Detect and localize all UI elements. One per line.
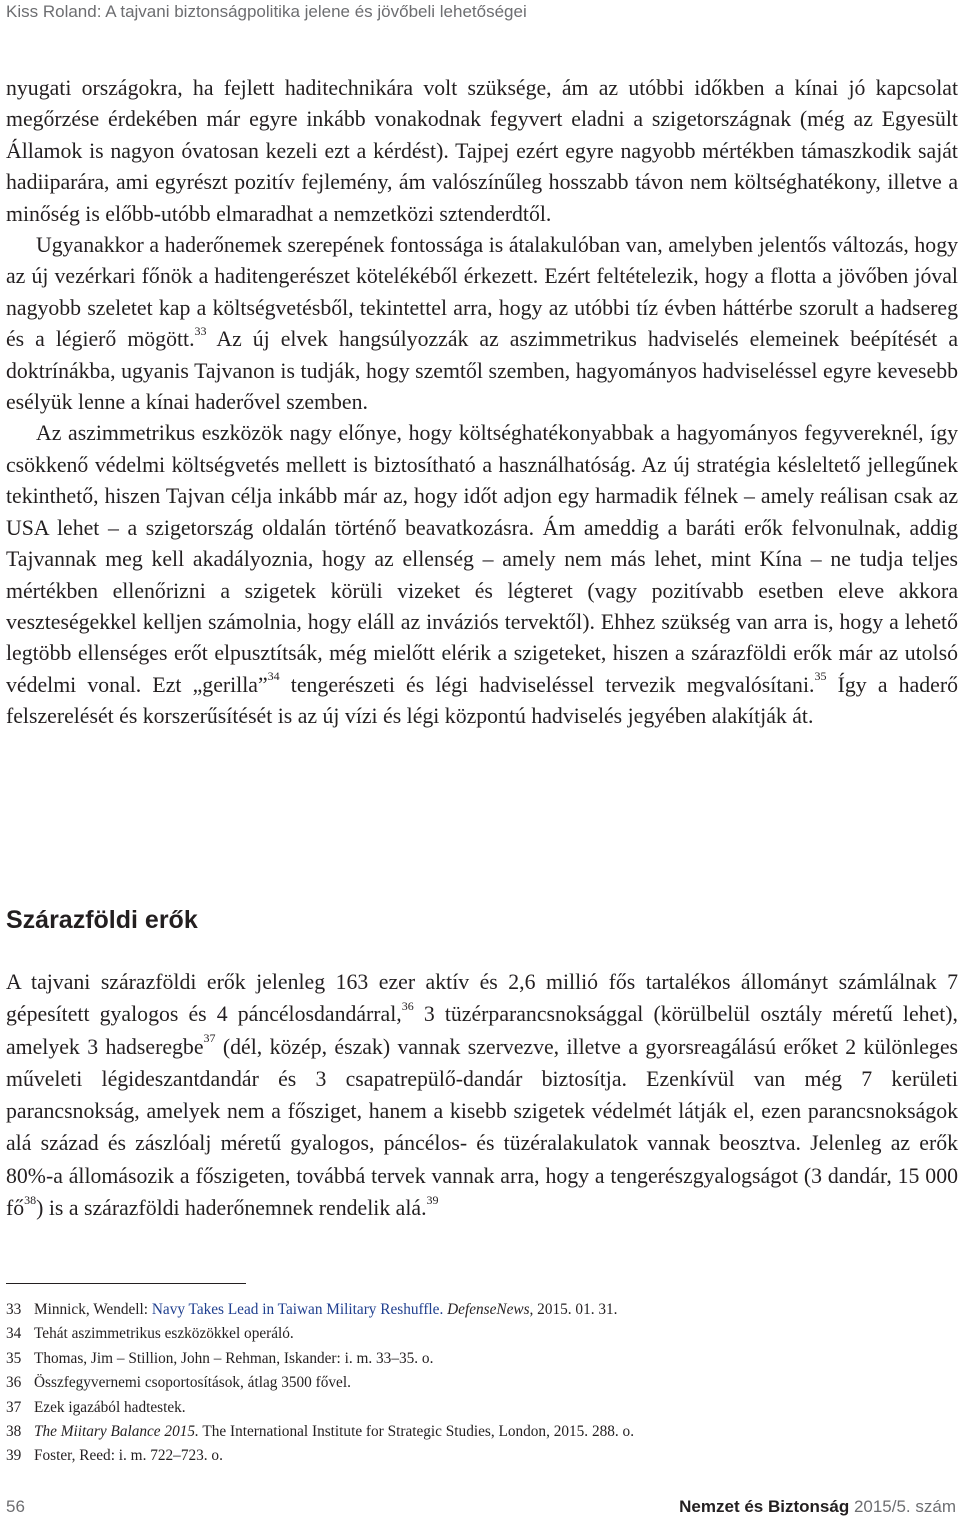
footnote: 36 Összfegyvernemi csoportosítások, átlag 3500 fővel. [6,1371,958,1395]
main-text [6,73,958,733]
footnote-ref[interactable]: 38 [24,1192,37,1207]
footnote-number: 38 [6,1423,22,1441]
footnote: 34 Tehát aszimmetrikus eszközökkel operáló. [6,1322,958,1346]
paragraph: nyugati országokra, ha fejlett haditechnikára volt szüksége, ám az utóbbi időkben a kínai jó kapcsolat megőrzése érdekében már egyre inkább vonakodnak fegyvert eladni a szigetországnak (még az Egyesült Államok is nagyon óvatosan kezeli ezt a kérdést). Tajpej ezért egyre nagyobb mértékben támaszkodik saját hadiiparára, ami egyrészt pozitív fejlemény, ám valószínűleg hosszabb távon nem költséghatékony, illetve a minőség is előbb-utóbb elmaradhat a nemzetközi sztenderdtől. [6,76,958,226]
footnote-number: 33 [6,1301,22,1318]
page-number: 56 [6,1497,25,1516]
footnote: 38 The Miitary Balance 2015. The International Institute for Strategic Studies, London, 2015. 288. o. [6,1420,958,1444]
footnote-number: 39 [6,1447,22,1465]
footnote-ref[interactable]: 34 [267,669,280,684]
section-heading: Szárazföldi erők [6,906,198,934]
section-paragraph: A tajvani szárazföldi erők jelenleg 163 ezer aktív és 2,6 millió fős tartalékos állományt számlálnak 7 gépesített gyalogos és 4 páncélosdandárral,$^{36}$ 3 tüzérparancsnoksággal (körülbelül osztály méretű lehet), amelyek 3 hadseregbe$^{37}$ (dél, közép, észak) vannak szervezve, illetve a gyorsreagálású erőket 2 különleges műveleti légideszantdandár és 3 csapatrepülő-dandár biztosítja. Ezenkívül van még 7 kerületi parancsnokság, amelyek nem a fősziget, hanem a kisebb szigetek védelmét látják el, ezen parancsnokságok alá század és zászlóalj méretű gyalogos, páncélos- és tüzéralakulatok vannak beosztva. Jelenleg az erők 80%-a állomásozik a főszigeten, továbbá tervek vannak arra, hogy a tengerészgyalogságot (3 dandár, 15 000 $fő^{38}$) is a szárazföldi haderőnemnek rendelik alá.$^{39}$ [6,970,958,1221]
footnote-list [6,1298,958,1469]
paragraph: Az aszimmetrikus eszközök nagy előnye, hogy költséghatékonyabbak a hagyományos fegyvereknél, így csökkenő védelmi költségvetés mellett is biztosítható a használhatóság. Az új stratégia késleltető jellegűnek tekinthető, hiszen Tajvan célja inkább már az, hogy időt adjon egy harmadik félnek – amely reálisan csak az USA lehet – a szigetország oldalán történő beavatkozásra. Ám ameddig a baráti erők felvonulnak, addig Tajvannak meg kell akadályoznia, hogy az ellenség – amely nem más lehet, mint Kína – ne tudja teljes mértékben ellenőrizni a szigetek körüli vizeket és légteret (vagy pozitívabb esetben eleve akkora veszteségekkel kelljen számolnia, hogy eláll az inváziós tervektől). Ehhez szükség van arra is, hogy a lehető legtöbb ellenséges erőt elpusztítsák, még mielőtt elérik a szigeteket, hiszen a szárazföldi erők már az utolsó védelmi vonal. Ezt „gerilla”$^{34}$ tengerészeti és légi hadviseléssel tervezik megvalósítani.$^{35}$ Így a haderő felszerelését és korszerűsítését is az új vízi és légi központú hadviselés jegyében alakítják át. [6,421,958,729]
footnote: 35 Thomas, Jim – Stillion, John – Rehman, Iskander: i. m. 33–35. o. [6,1347,958,1371]
footnote-ref[interactable]: 33 [194,323,207,338]
footnote-ref[interactable]: 35 [814,669,827,684]
footnote-ref[interactable]: 37 [203,1031,216,1046]
footnote-number: 34 [6,1325,22,1343]
footnote-ref[interactable]: 36 [401,999,414,1014]
running-head: Kiss Roland: A tajvani biztonságpolitika jelene és jövőbeli lehetőségei [6,2,527,21]
footnote-divider [6,1283,246,1284]
journal-name: Nemzet és Biztonság [679,1497,850,1516]
issue-number: 2015/5. szám [853,1497,956,1516]
footnote-number: 36 [6,1374,22,1392]
footnote: 39 Foster, Reed: i. m. 722–723. o. [6,1444,958,1468]
footnote: 37 Ezek igazából hadtestek. [6,1396,958,1420]
journal-footer [679,1497,956,1517]
footnote-number: 37 [6,1398,22,1416]
paragraph: Ugyanakkor a haderőnemek szerepének fontossága is átalakulóban van, amelyben jelentős változás, hogy az új vezérkari főnök a haditengerészet kötelékéből érkezett. Ezért feltételezik, hogy a flotta a jövőben jóval nagyobb szeletet kap a költségvetésből, tekintettel arra, hogy az utóbbi tíz évben háttérbe szorult a hadsereg és a légierő mögött.$^{33}$ Az új elvek hangsúlyozzák az aszimmetrikus hadviselés elemeinek beépítését a doktrínákba, ugyanis Tajvanon is tudják, hogy szemtől szemben, hagyományos hadviseléssel egyre kevesebb esélyük lenne a kínai haderővel szemben. [6,233,958,415]
footnote-number: 35 [6,1349,22,1367]
footnote: 33 Minnick, Wendell: Navy Takes Lead in Taiwan Military Reshuffle. DefenseNews, 2015. 01. 31. [6,1298,958,1322]
footnote-ref[interactable]: 39 [426,1192,439,1207]
footnote-link[interactable]: Navy Takes Lead in Taiwan Military Reshuffle. [151,1301,444,1318]
